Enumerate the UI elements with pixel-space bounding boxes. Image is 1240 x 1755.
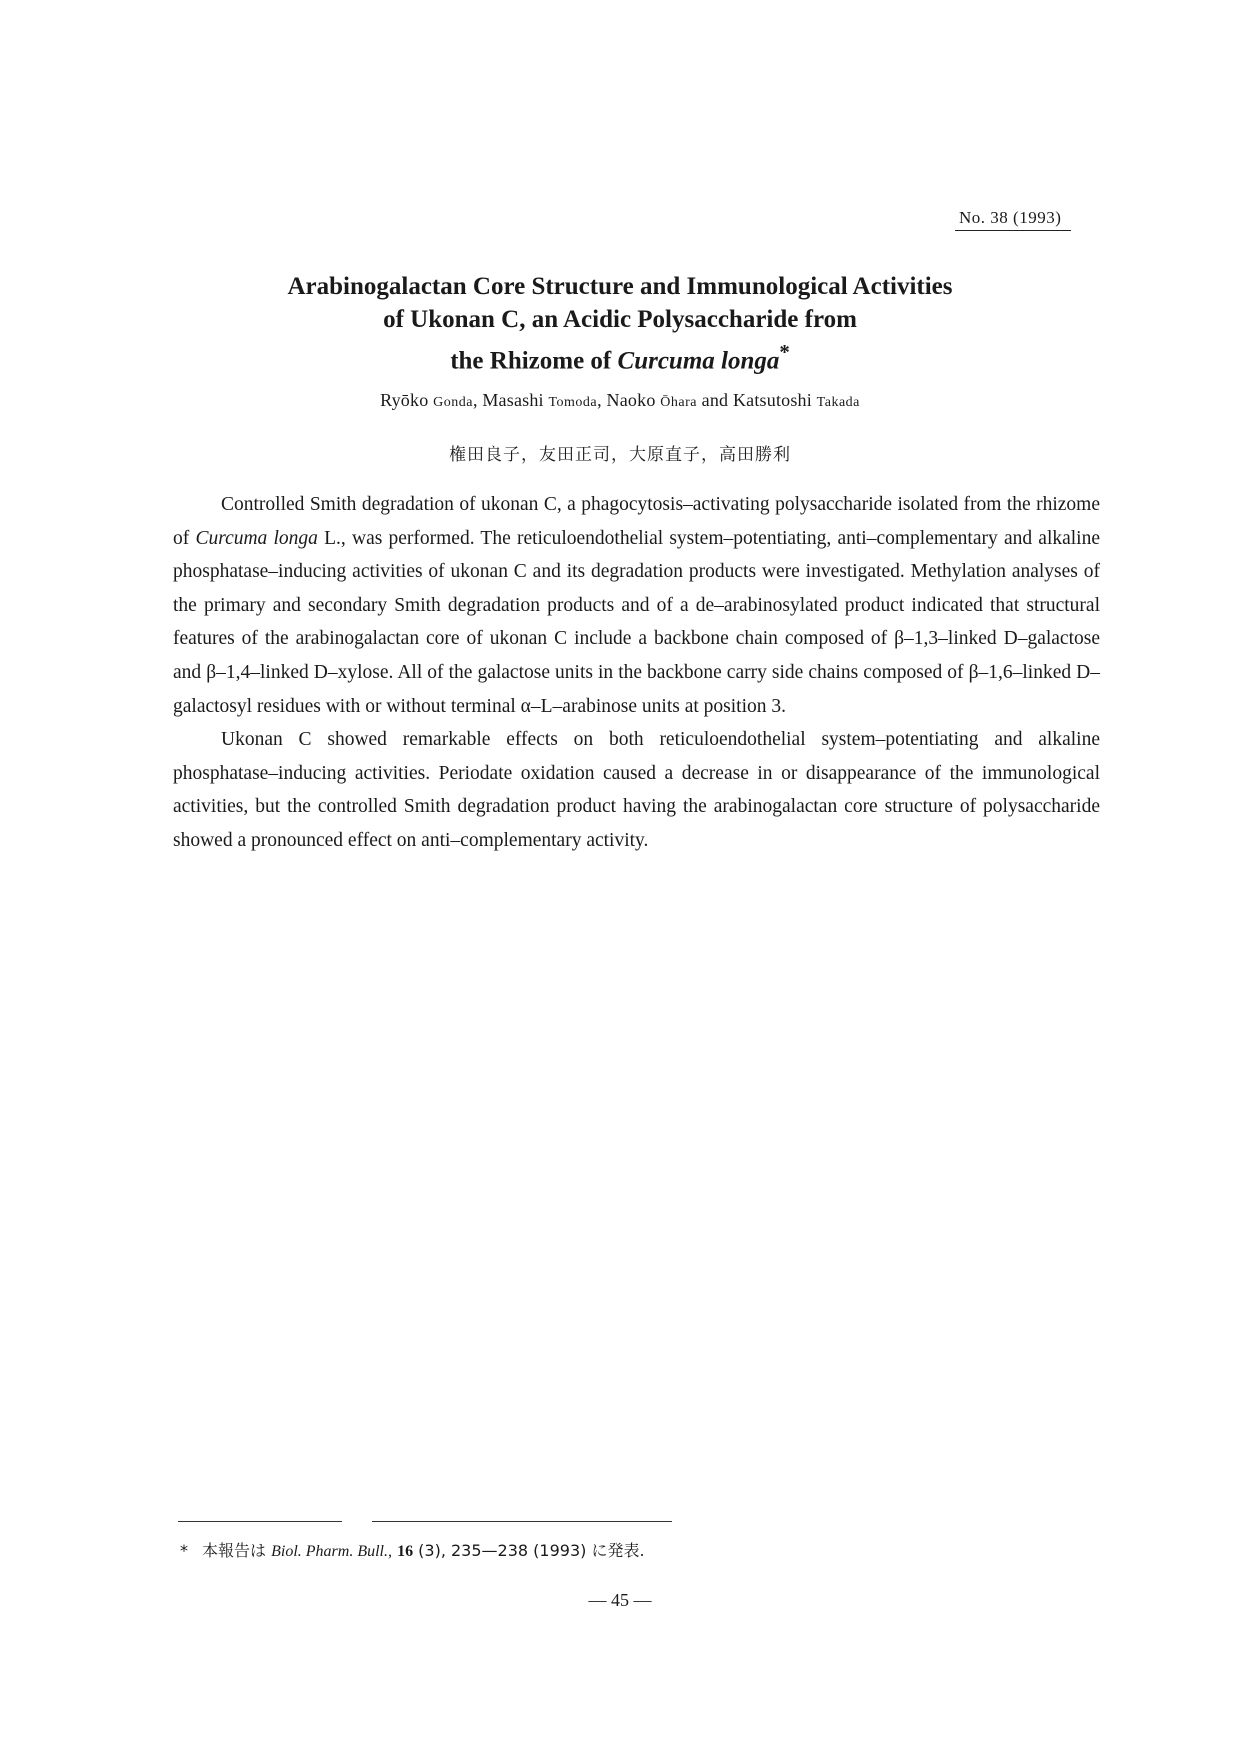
page-number: — 45 — <box>588 1590 652 1610</box>
title-line-1: Arabinogalactan Core Structure and Immunological Activities <box>287 273 953 300</box>
title-footnote-mark: * <box>779 340 790 364</box>
issue-number: No. 38 (1993) <box>955 208 1071 231</box>
title-line-3: the Rhizome of Curcuma longa* <box>450 340 790 375</box>
footnote-rule <box>372 1521 672 1522</box>
species-name: Curcuma longa <box>617 347 780 375</box>
abstract <box>173 488 1100 858</box>
journal-name: Biol. Pharm. Bull., <box>271 1543 392 1560</box>
abstract-paragraph-2: Ukonan C showed remarkable effects on both reticuloendothelial system–potentiating and alkaline phosphatase–inducing activities. Periodate oxidation caused a decrease in or disappearance of the immunological activities, but the controlled Smith degradation product having the arabinogalactan core structure of polysaccharide showed a pronounced effect on anti–complementary activity. <box>173 729 1100 851</box>
author-list: Ryōko Gonda, Masashi Tomoda, Naoko Ōhara and Katsutoshi Takada <box>380 390 860 410</box>
abstract-paragraph-1: Controlled Smith degradation of ukonan C, a phagocytosis–activating polysaccharide isolated from the rhizome of Curcuma longa L., was performed. The reticuloendothelial system–potentiating, anti–complementary and alkaline phosphatase–inducing activities of ukonan C and its degradation products were investigated. Methylation analyses of the primary and secondary Smith degradation products and of a de–arabinosylated product indicated that structural features of the arabinogalactan core of ukonan C include a backbone chain composed of β–1,3–linked D–galactose and β–1,4–linked D–xylose. All of the galactose units in the backbone carry side chains composed of β–1,6–linked D–galactosyl residues with or without terminal α–L–arabinose units at position 3. <box>173 494 1101 717</box>
paper-title <box>140 270 1100 377</box>
footnote: * 本報告は Biol. Pharm. Bull., 16 (3), 235—238 (1993) に発表. <box>180 1541 645 1560</box>
author-list-japanese: 権田良子，友田正司，大原直子，高田勝利 <box>449 445 791 465</box>
title-line-2: of Ukonan C, an Acidic Polysaccharide from <box>383 306 857 333</box>
footnote-rule <box>178 1521 342 1522</box>
